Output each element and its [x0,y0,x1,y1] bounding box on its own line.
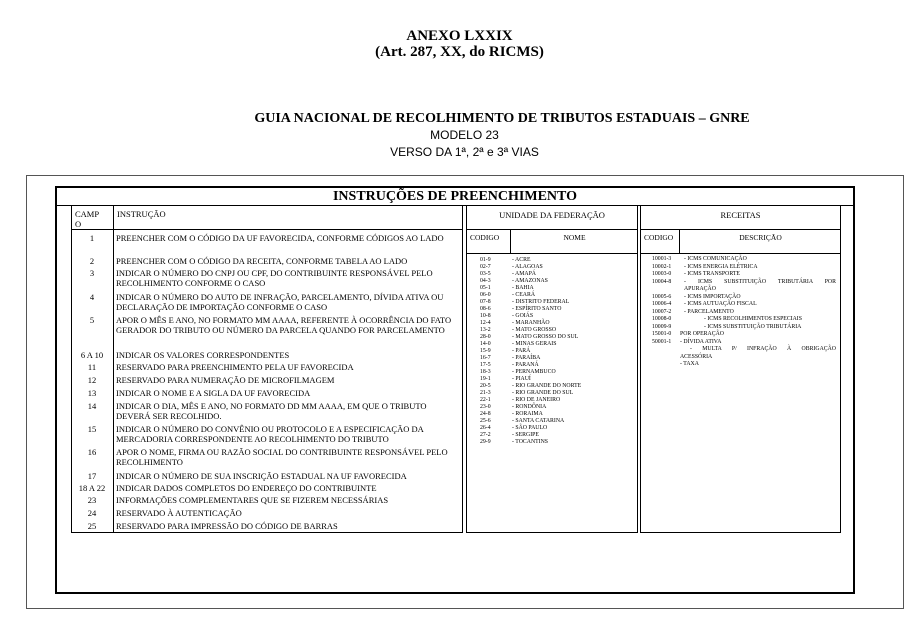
uf-code: 24-8 [480,411,491,417]
receita-desc: - PARCELAMENTO [684,308,734,315]
uf-code: 07-8 [480,299,491,305]
uf-code: 10-8 [480,313,491,319]
anexo-title: ANEXO LXXIX [406,28,513,44]
receita-code: 15001-0 [652,331,672,337]
instruction-text: INDICAR O NÚMERO DO AUTO DE INFRAÇÃO, PARCELAMENTO, DÍVIDA ATIVA OU DECLARAÇÃO DE IMPORTAÇÃO CONFORME O CASO [116,292,444,312]
receita-desc: - TAXA [680,361,699,367]
instruction-text: INDICAR O DIA, MÊS E ANO, NO FORMATO DD MM AAAA, EM QUE O TRIBUTO DEVERÁ SER RECOLHIDO. [116,401,427,421]
guia-title: GUIA NACIONAL DE RECOLHIMENTO DE TRIBUTOS ESTADUAIS – GNRE [254,111,750,126]
uf-code: 25-6 [480,418,491,424]
uf-name: - ALAGOAS [512,264,543,270]
uf-code: 15-9 [480,348,491,354]
campo-value: 23 [87,495,97,505]
uf-name: - RORAIMA [512,411,543,417]
receita-desc: - ICMS RECOLHIMENTOS ESPECIAIS [704,316,802,322]
uf-name: - PARÁ [512,348,531,354]
instruction-text: RESERVADO PARA PREENCHIMENTO PELA UF FAVORECIDA [116,362,354,372]
instruction-text: APOR O MÊS E ANO, NO FORMATO MM AAAA, REFERENTE À OCORRÊNCIA DO FATO GERADOR DO TRIBUTO OU NÚMERO DA PARCELA QUANDO FOR PARCELAMENTO [116,315,452,335]
campo-value: 13 [87,388,97,398]
instruction-header-divider [71,229,463,230]
instruction-text: RESERVADO À AUTENTICAÇÃO [116,508,242,518]
receita-code: 10004-8 [652,278,672,285]
campo-value: 2 [89,256,95,266]
uf-name: - ACRE [512,257,531,263]
uf-name: - TOCANTINS [512,439,549,445]
uf-code: 06-0 [480,292,491,298]
receita-code: 10006-4 [652,301,672,307]
receita-desc: - ICMS AUTUAÇÃO FISCAL [684,301,757,307]
uf-name: - AMAZONAS [512,278,548,284]
uf-code: 08-6 [480,306,491,312]
receita-desc: - ICMS TRANSPORTE [684,271,740,277]
receita-code: 10008-0 [652,316,672,322]
instruction-text: INDICAR OS VALORES CORRESPONDENTES [116,350,290,360]
uf-code: 14-0 [480,341,491,347]
uf-name: - CEARÁ [512,292,536,298]
uf-name: - MATO GROSSO [512,327,557,333]
campo-value: 12 [87,375,97,385]
campo-value: 5 [89,315,95,325]
uf-code: 19-1 [480,376,491,382]
uf-code: 29-9 [480,439,491,445]
uf-title: UNIDADE DA FEDERAÇÃO [499,210,605,220]
instruction-text: INDICAR O NÚMERO DO CONVÊNIO OU PROTOCOLO E A ESPECIFICAÇÃO DA MERCADORIA CORRESPONDENTE AO RECOLHIMENTO DO TRIBUTO [116,424,424,444]
campo-value: 25 [87,521,97,531]
uf-code: 26-4 [480,425,491,431]
instruction-text: INDICAR DADOS COMPLETOS DO ENDEREÇO DO CONTRIBUINTE [116,483,377,493]
receitas-descricao-header: DESCRIÇÃO [739,233,782,242]
campo-value: 17 [87,471,97,481]
uf-name: - SERGIPE [512,432,539,438]
uf-code: 20-5 [480,383,491,389]
instruction-text: APOR O NOME, FIRMA OU RAZÃO SOCIAL DO CONTRIBUINTE RESPONSÁVEL PELO RECOLHIMENTO [116,447,448,467]
instruction-text: RESERVADO PARA NUMERAÇÃO DE MICROFILMAGEM [116,375,335,385]
receita-code: 10001-3 [652,256,672,262]
campo-value: 16 [87,447,97,457]
receita-desc: - ICMS SUBSTITUIÇÃO TRIBUTÁRIA POR [684,278,836,285]
receita-code: 10009-9 [652,323,672,330]
uf-header-divider [466,229,638,230]
uf-code: 21-3 [480,390,491,396]
receitas-table [640,206,841,532]
receita-desc: - ICMS COMUNICAÇÃO [684,256,747,262]
uf-name: - MARANHÃO [512,320,550,326]
uf-subheader-divider [466,253,638,254]
receita-desc: - ICMS SUBSTITUIÇÃO TRIBUTÁRIA [704,323,802,330]
campo-value: 1 [89,233,95,243]
instruction-text: RESERVADO PARA IMPRESSÃO DO CÓDIGO DE BARRAS [116,521,338,531]
campo-header-1: CAMP [75,209,100,219]
campo-col-divider [113,206,114,532]
instruction-text: PREENCHER COM O CÓDIGO DA UF FAVORECIDA, CONFORME CÓDIGOS AO LADO [116,233,444,243]
uf-name: - GOIÁS [512,313,534,319]
receita-code: 10002-1 [652,263,672,270]
instructions-title: INSTRUÇÕES DE PREENCHIMENTO [332,189,577,204]
uf-name: - PARAÍBA [512,355,541,361]
uf-nome-header: NOME [563,233,586,242]
receita-code: 50001-1 [652,338,672,345]
uf-code: 12-4 [480,320,491,326]
uf-code: 23-0 [480,404,491,410]
uf-code: 28-0 [480,334,491,340]
campo-value: 24 [87,508,97,518]
uf-codigo-header: CODIGO [470,233,500,242]
uf-name: - MINAS GERAIS [512,341,557,347]
receita-desc: - ICMS IMPORTAÇÃO [684,293,741,300]
receita-desc: - MULTA P/ INFRAÇÃO À OBRIGAÇÃO [690,346,836,352]
receitas-title: RECEITAS [720,210,761,220]
receitas-bottom-line [640,532,841,533]
uf-name: - RIO GRANDE DO SUL [512,390,574,396]
campo-value: 14 [87,401,97,411]
uf-name: - RIO DE JANEIRO [512,397,561,403]
uf-code: 18-3 [480,369,491,375]
receita-desc: - DÍVIDA ATIVA [680,338,722,345]
instruction-bottom-line [71,532,463,533]
uf-name: - DISTRITO FEDERAL [512,299,570,305]
uf-name: - PARANÁ [512,362,539,368]
instruction-text: INDICAR O NOME E A SIGLA DA UF FAVORECIDA [116,388,311,398]
uf-name: - ESPÍRITO SANTO [512,306,562,312]
uf-code: 13-2 [480,327,491,333]
receita-desc: ACESSÓRIA [680,353,713,360]
receita-desc: APURAÇÃO [684,286,716,292]
modelo-label: MODELO 23 [430,128,499,142]
uf-name: - SÃO PAULO [512,425,548,431]
campo-value: 3 [89,268,95,278]
campo-value: 15 [87,424,97,434]
uf-code: 04-3 [480,278,491,284]
uf-name: - PERNAMBUCO [512,369,556,375]
uf-name: - AMAPÁ [512,271,536,277]
uf-name: - SANTA CATARINA [512,418,565,424]
campo-value: 6 A 10 [80,350,104,360]
receita-desc: POR OPERAÇÃO [680,331,724,337]
verso-label: VERSO DA 1ª, 2ª e 3ª VIAS [390,145,539,159]
uf-code: 22-1 [480,397,491,403]
instrucao-header: INSTRUÇÃO [117,209,166,219]
receita-code: 10005-6 [652,293,672,300]
uf-name: - RONDÔNIA [512,404,547,410]
instruction-text: PREENCHER COM O CÓDIGO DA RECEITA, CONFORME TABELA AO LADO [116,256,408,266]
uf-name: - MATO GROSSO DO SUL [512,334,579,340]
instruction-text: INFORMAÇÕES COMPLEMENTARES QUE SE FIZEREM NECESSÁRIAS [116,495,389,505]
receitas-codigo-header: CODIGO [644,233,674,242]
artigo-subtitle: (Art. 287, XX, do RICMS) [375,44,544,60]
receita-code: 10007-2 [652,308,672,315]
uf-code: 05-1 [480,285,491,291]
receitas-header-divider [640,229,841,230]
uf-code: 03-5 [480,271,491,277]
uf-code: 16-7 [480,355,491,361]
uf-name: - RIO GRANDE DO NORTE [512,383,582,389]
campo-value: 4 [89,292,95,302]
uf-code: 02-7 [480,264,491,270]
campo-value: 11 [87,362,97,372]
receita-code: 10003-0 [652,271,672,277]
uf-code: 01-9 [480,257,491,263]
instruction-text: INDICAR O NÚMERO DE SUA INSCRIÇÃO ESTADUAL NA UF FAVORECIDA [116,471,407,481]
uf-code: 17-5 [480,362,491,368]
uf-name: - PIAUÍ [512,376,531,382]
campo-header-2: O [75,219,82,229]
uf-bottom-line [466,532,638,533]
receitas-subheader-divider [640,253,841,254]
uf-code: 27-2 [480,432,491,438]
receita-desc: - ICMS ENERGIA ELÉTRICA [684,263,758,270]
campo-value: 18 A 22 [78,483,106,493]
instruction-text: INDICAR O NÚMERO DO CNPJ OU CPF, DO CONTRIBUINTE RESPONSÁVEL PELO RECOLHIMENTO CONFORME O CASO [116,268,433,288]
uf-name: - BAHIA [512,285,534,291]
